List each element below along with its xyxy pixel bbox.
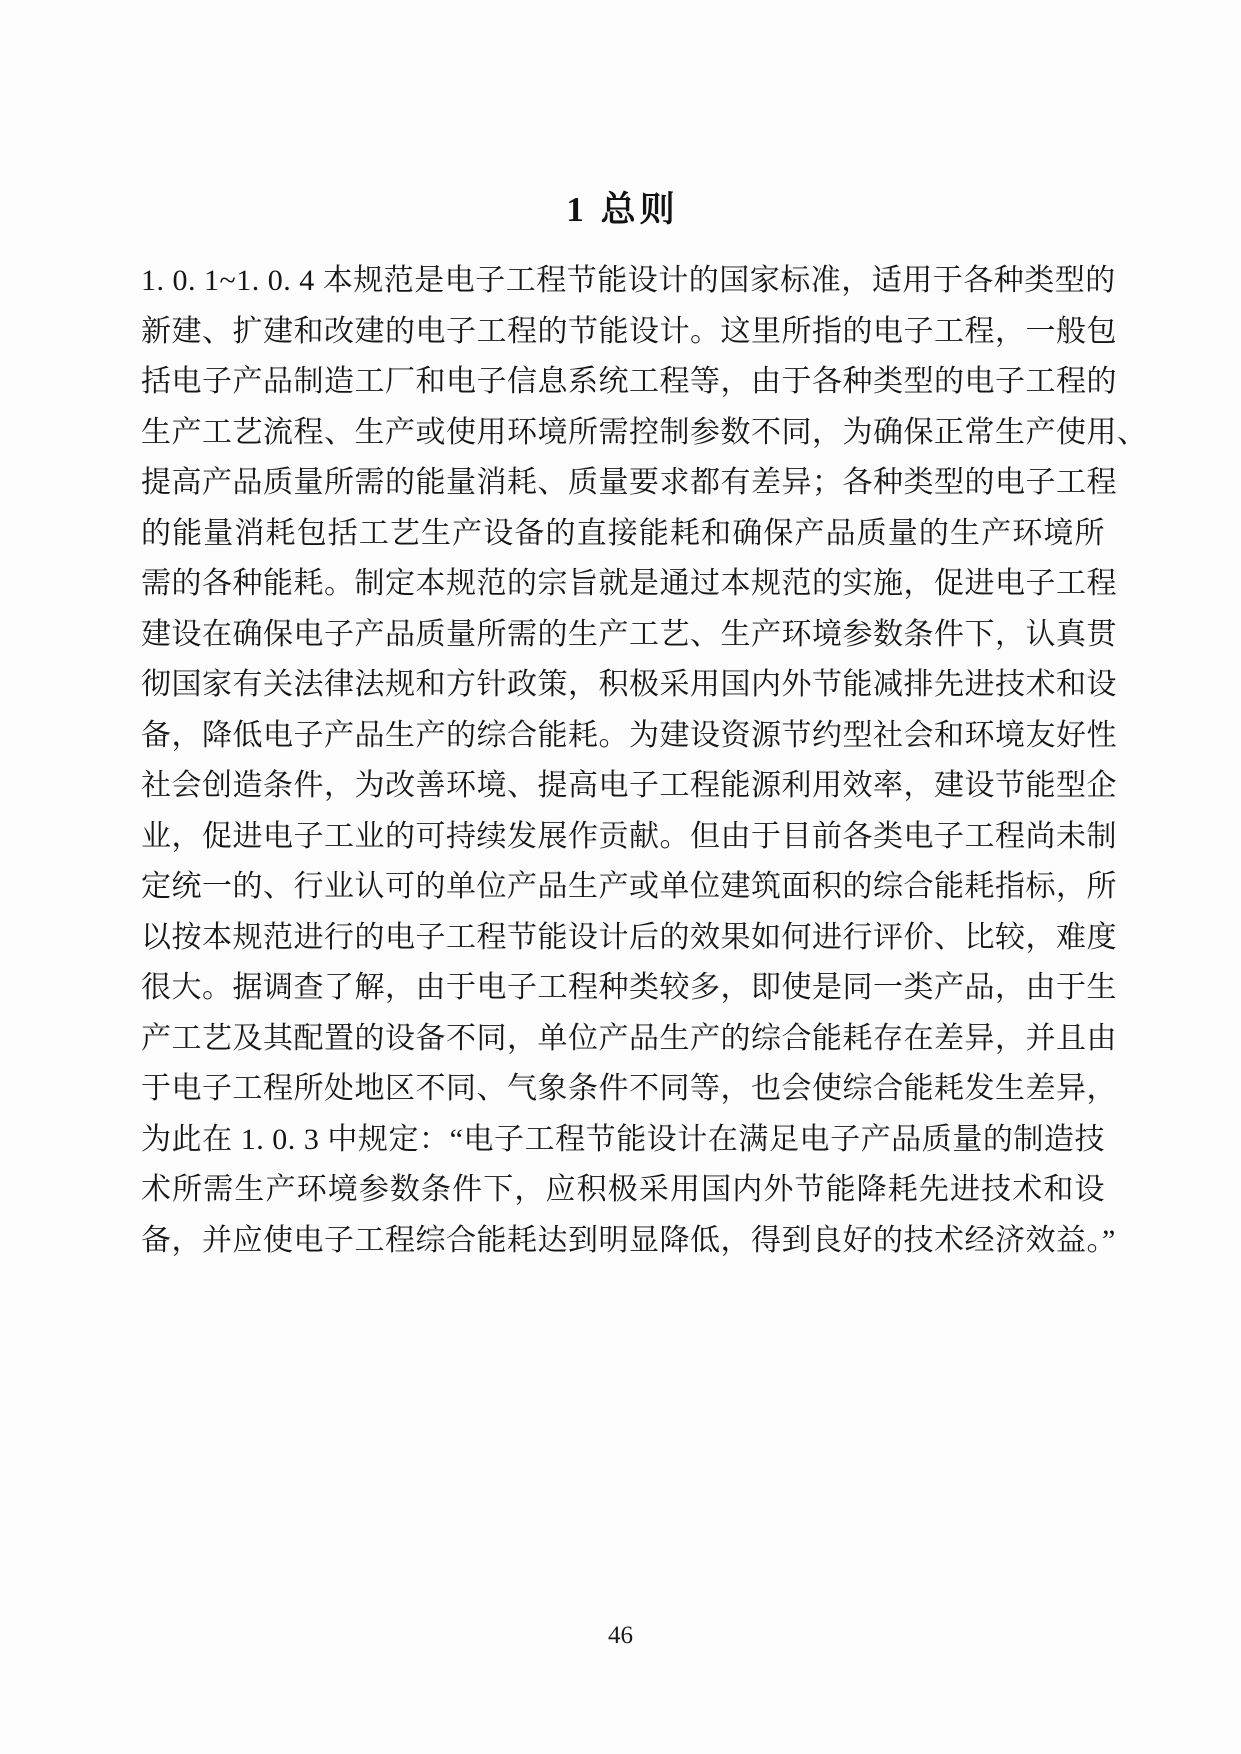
paragraph-line: 彻国家有关法律法规和方针政策，积极采用国内外节能减排先进技术和设	[141, 668, 1117, 701]
paragraph-line: 括电子产品制造工厂和电子信息系统工程等，由于各种类型的电子工程的	[141, 365, 1117, 398]
paragraph-line: 备，并应使电子工程综合能耗达到明显降低，得到良好的技术经济效益。”	[141, 1223, 1116, 1257]
paragraph-line: 业，促进电子工业的可持续发展作贡献。但由于目前各类电子工程尚未制	[141, 819, 1117, 853]
paragraph-line: 定统一的、行业认可的单位产品生产或单位建筑面积的综合能耗指标，所	[141, 870, 1117, 903]
chapter-title: 1 总则	[566, 190, 679, 229]
paragraph-line: 术所需生产环境参数条件下，应积极采用国内外节能降耗先进技术和设	[141, 1173, 1105, 1206]
paragraph-line: 提高产品质量所需的能量消耗、质量要求都有差异；各种类型的电子工程	[141, 466, 1117, 499]
page-number: 46	[608, 1622, 633, 1649]
paragraph-line: 为此在 1. 0. 3 中规定：“电子工程节能设计在满足电子产品质量的制造技	[141, 1122, 1105, 1156]
paragraph-line: 于电子工程所处地区不同、气象条件不同等，也会使综合能耗发生差异，	[141, 1072, 1117, 1105]
paragraph-line: 以按本规范进行的电子工程节能设计后的效果如何进行评价、比较，难度	[141, 920, 1117, 954]
paragraph-line: 很大。据调查了解，由于电子工程种类较多，即使是同一类产品，由于生	[141, 971, 1117, 1004]
paragraph-line: 生产工艺流程、生产或使用环境所需控制参数不同，为确保正常生产使用、	[141, 415, 1148, 449]
paragraph-line: 社会创造条件，为改善环境、提高电子工程能源利用效率，建设节能型企	[141, 769, 1117, 802]
paragraph-line: 备，降低电子产品生产的综合能耗。为建设资源节约型社会和环境友好性	[141, 718, 1117, 752]
paragraph-line: 建设在确保电子产品质量所需的生产工艺、生产环境参数条件下，认真贯	[141, 617, 1117, 651]
paragraph-line: 的能量消耗包括工艺生产设备的直接能耗和确保产品质量的生产环境所	[141, 516, 1105, 550]
body-paragraph	[141, 256, 1148, 1266]
paragraph-line: 产工艺及其配置的设备不同，单位产品生产的综合能耗存在差异，并且由	[141, 1021, 1117, 1055]
paragraph-line: 需的各种能耗。制定本规范的宗旨就是通过本规范的实施，促进电子工程	[141, 567, 1117, 600]
paragraph-line: 1. 0. 1~1. 0. 4 本规范是电子工程节能设计的国家标准，适用于各种类型的	[141, 264, 1116, 297]
paragraph-line: 新建、扩建和改建的电子工程的节能设计。这里所指的电子工程，一般包	[141, 314, 1117, 348]
